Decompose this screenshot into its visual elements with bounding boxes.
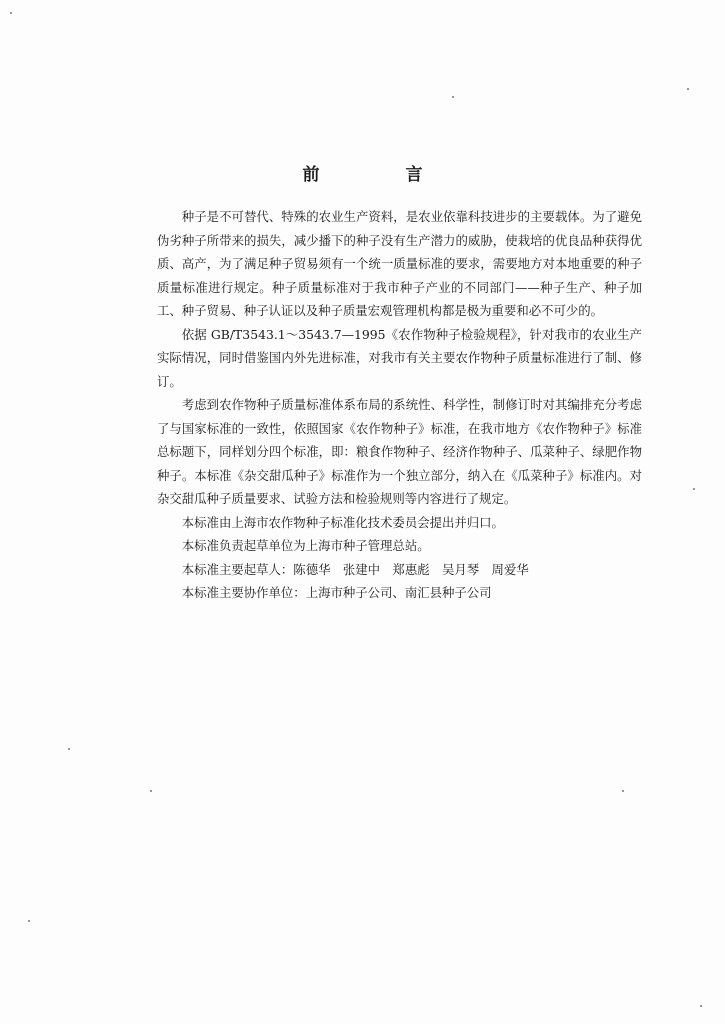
paragraph-2: 依据 GB/T3543.1～3543.7—1995《农作物种子检验规程》，针对我市的农业生产实际情况，同时借鉴国内外先进标准，对我市有关主要农作物种子质量标准进行了制、修订。 <box>157 326 642 389</box>
scan-speck <box>10 12 12 14</box>
paragraph-5: 本标准负责起草单位为上海市种子管理总站。 <box>181 538 430 553</box>
scan-speck <box>622 790 624 792</box>
paragraph-4: 本标准由上海市农作物种子标准化技术委员会提出并归口。 <box>181 514 504 530</box>
paragraph-3: 考虑到农作物种子质量标准体系布局的系统性、科学性，制修订时对其编排充分考虑了与国家标准的一致性，依照国家《农作物种子》标准，在我市地方《农作物种子》标准总标题下，同样划分四个标准，即：粮食作物种子、经济作物种子、瓜菜种子、绿肥作物种子。本标准《杂交甜瓜种子》标准作为一个独立部分，纳入在《瓜菜种子》标准内。对杂交甜瓜种子质量要求、试验方法和检验规则等内容进行了规定。 <box>157 397 642 506</box>
scan-speck <box>28 920 30 922</box>
scan-speck <box>150 790 152 792</box>
paragraph-6: 本标准主要起草人：陈德华 张建中 郑惠彪 吴月琴 周爱华 <box>181 561 529 577</box>
paragraph-7: 本标准主要协作单位：上海市种子公司、南汇县种子公司 <box>181 585 492 600</box>
scan-speck <box>693 488 695 490</box>
preface-body <box>157 205 642 605</box>
page-title: 前 言 <box>302 165 463 185</box>
scan-speck <box>68 748 70 750</box>
scan-speck <box>687 88 689 90</box>
scan-speck <box>452 96 454 98</box>
paragraph-1: 种子是不可替代、特殊的农业生产资料，是农业依靠科技进步的主要载体。为了避免伪劣种子所带来的损失，减少播下的种子没有生产潜力的威胁，使栽培的优良品种获得优质、高产，为了满足种子贸易须有一个统一质量标准的要求，需要地方对本地重要的种子质量标准进行规定。种子质量标准对于我市种子产业的不同部门——种子生产、种子加工、种子贸易、种子认证以及种子质量宏观管理机构都是极为重要和必不可少的。 <box>157 209 642 318</box>
scan-speck <box>700 1005 702 1007</box>
